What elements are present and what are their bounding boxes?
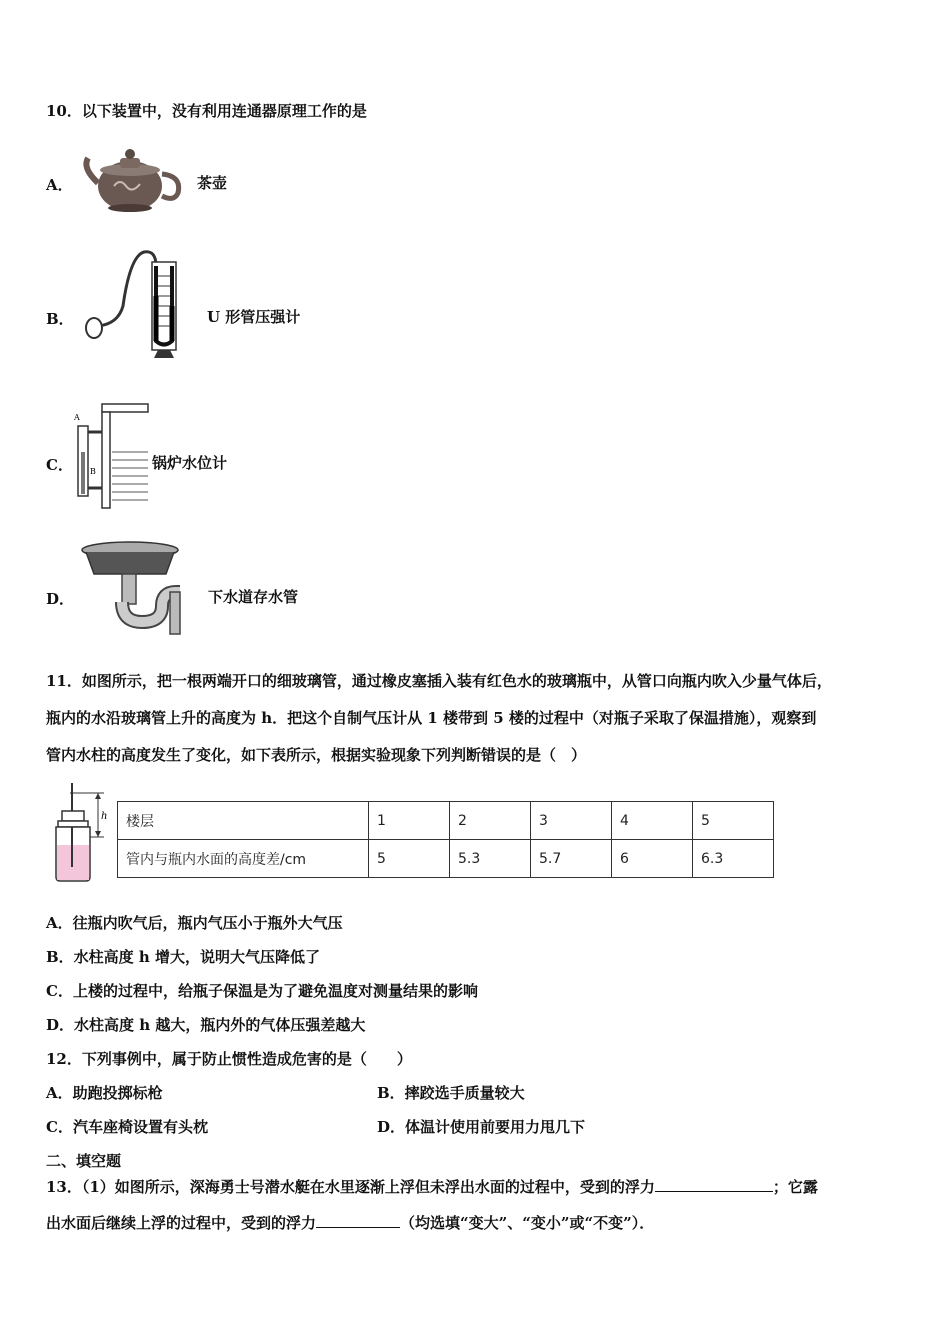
q10-option-b-letter: B． <box>46 310 74 328</box>
q10-option-c-label: 锅炉水位计 <box>152 454 228 472</box>
teapot-icon <box>78 138 188 218</box>
q13-blank-2[interactable] <box>316 1213 400 1228</box>
svg-text:B: B <box>90 467 96 476</box>
q11-option-d: D．水柱高度 h 越大，瓶内外的气体压强差越大 <box>46 1016 366 1034</box>
table-header-height-diff: 管内与瓶内水面的高度差/cm <box>118 840 369 878</box>
q10-option-b-label: U 形管压强计 <box>207 308 301 326</box>
table-cell: 6 <box>612 840 693 878</box>
q10-option-d-label: 下水道存水管 <box>208 588 299 606</box>
q13-line-2-tail: （均选填“变大”、“变小”或“不变”）． <box>400 1214 655 1232</box>
q10-stem: 10．以下装置中，没有利用连通器原理工作的是 <box>46 102 367 120</box>
section-title-fill-in: 二、填空题 <box>46 1152 122 1170</box>
q13-line-2-text: 出水面后继续上浮的过程中，受到的浮力 <box>46 1214 317 1232</box>
table-cell: 3 <box>531 802 612 840</box>
q11-option-c: C．上楼的过程中，给瓶子保温是为了避免温度对测量结果的影响 <box>46 982 478 1000</box>
table-cell: 1 <box>369 802 450 840</box>
bottle-barometer-figure <box>48 781 112 885</box>
q11-stem-line-1: 11．如图所示，把一根两端开口的细玻璃管，通过橡皮塞插入装有红色水的玻璃瓶中，从管口向瓶内吹入少量气体后， <box>46 672 832 690</box>
q12-option-b: B．摔跤选手质量较大 <box>377 1084 525 1102</box>
q11-stem-line-2: 瓶内的水沿玻璃管上升的高度为 h．把这个自制气压计从 1 楼带到 5 楼的过程中（对瓶子采取了保温措施），观察到 <box>46 709 817 727</box>
q13-blank-1[interactable] <box>655 1177 773 1192</box>
table-header-floor: 楼层 <box>118 802 369 840</box>
q12-option-c: C．汽车座椅设置有头枕 <box>46 1118 208 1136</box>
table-cell: 5.7 <box>531 840 612 878</box>
table-row <box>118 802 774 840</box>
table-cell: 2 <box>450 802 531 840</box>
q11-option-a: A．往瓶内吹气后，瓶内气压小于瓶外大气压 <box>46 914 343 932</box>
q11-stem-line-3: 管内水柱的高度发生了变化，如下表所示，根据实验现象下列判断错误的是（ ） <box>46 746 587 764</box>
q12-stem: 12．下列事例中，属于防止惯性造成危害的是（ ） <box>46 1050 412 1068</box>
q13-line-1-text: 13．（1）如图所示，深海勇士号潜水艇在水里逐渐上浮但未浮出水面的过程中，受到的浮力 <box>46 1178 655 1196</box>
table-cell: 5.3 <box>450 840 531 878</box>
q13-line-2 <box>46 1213 654 1233</box>
table-cell: 5 <box>369 840 450 878</box>
q10-option-a-letter: A． <box>46 176 73 194</box>
svg-text:A: A <box>74 413 80 422</box>
boiler-gauge-icon <box>72 402 150 512</box>
q13-line-1 <box>46 1177 818 1197</box>
figure-h-label: h <box>101 811 108 822</box>
q10-option-a-label: 茶壶 <box>197 174 228 192</box>
table-cell: 6.3 <box>693 840 774 878</box>
altitude-data-table <box>117 801 774 878</box>
table-cell: 4 <box>612 802 693 840</box>
q13-line-1-tail: ；它露 <box>772 1178 818 1196</box>
q10-option-c-letter: C． <box>46 456 73 474</box>
q11-option-b: B．水柱高度 h 增大，说明大气压降低了 <box>46 948 321 966</box>
u-tube-manometer-icon <box>78 246 188 360</box>
table-row <box>118 840 774 878</box>
q10-option-d-letter: D． <box>46 590 75 608</box>
q12-option-d: D．体温计使用前要用力甩几下 <box>377 1118 586 1136</box>
drain-trap-icon <box>80 540 182 636</box>
q12-option-a: A．助跑投掷标枪 <box>46 1084 163 1102</box>
table-cell: 5 <box>693 802 774 840</box>
